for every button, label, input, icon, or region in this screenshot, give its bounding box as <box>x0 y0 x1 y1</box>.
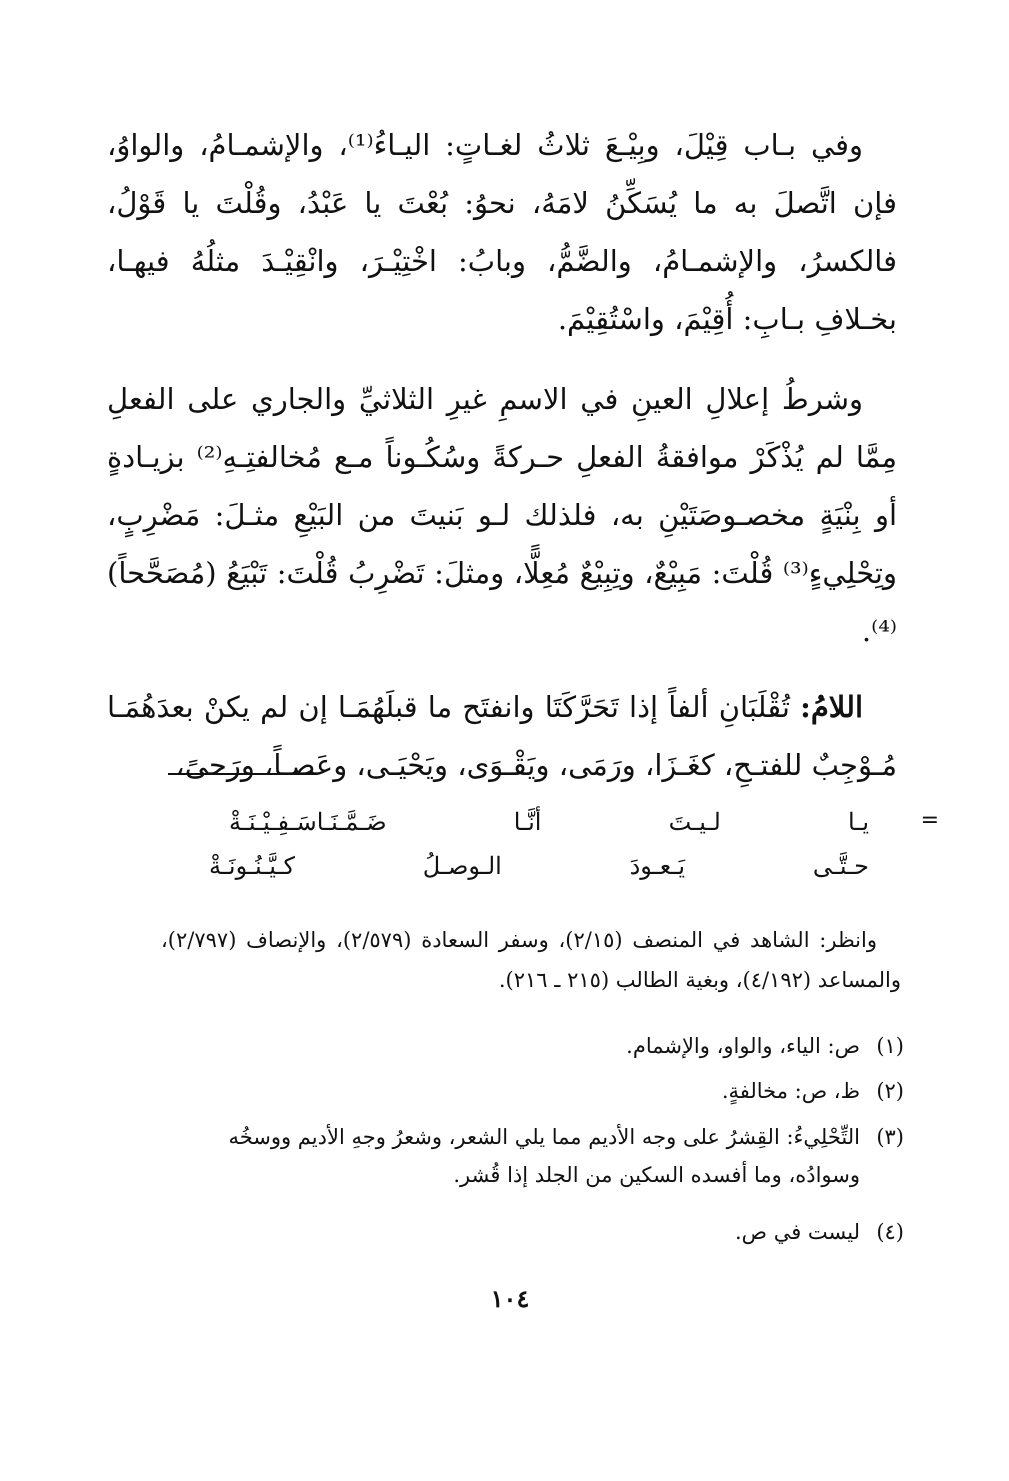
footnote-continuation: وسوادُه، وما أفسده السكين من الجلد إذا قُشر. <box>453 1163 860 1187</box>
footnote-number: (٣) <box>876 1125 904 1149</box>
verse-line-2: حـتَّـى يَـعـودَ الـوصـلُ كـيَّـنُـونَـةْ <box>209 852 869 880</box>
page-number: ١٠٤ <box>490 1284 530 1313</box>
source-note <box>161 920 901 1000</box>
footnote-text: ليست في ص. <box>734 1220 860 1244</box>
footnote-2 <box>159 1072 904 1110</box>
lam-text: تُقْلَبَانِ ألفاً إذا تَحَرَّكَتَا وانفتَح ما قبلَهُمَـا إن لم يكنْ بعدَهُمَـا مُـوْجِبٌ للفتـحِ، كغَـزَا، ورَمَى، ويَقْـوَى، ويَحْيَـى، وعَصـاً، ورَحىً، <box>107 690 897 782</box>
footnote-text: ظ، ص: مخالفةٍ. <box>721 1079 860 1103</box>
footnote-text: ص: الياء، والواو، والإشمام. <box>626 1034 860 1058</box>
footnote-number: (١) <box>876 1034 904 1058</box>
paragraph-lam <box>107 678 897 794</box>
main-text <box>107 116 897 794</box>
footnote-3 <box>159 1118 904 1194</box>
paragraph-2: وشرطُ إعلالِ العينِ في الاسمِ غيرِ الثلاثيِّ والجاري على الفعلِ مِمَّا لم يُذْكَرْ موافقةُ الفعلِ حـركةً وسُكُـوناً مـع مُخالفتِـهِ⁽²⁾ بزيـادةٍ أو بِنْيَةٍ مخصـوصَتَيْنِ به، فلذلك لـو بَنيتَ من البَيْعِ مثـلَ: مَضْرِبٍ، وتِحْلِيءٍ⁽³⁾ قُلْتَ: مَبِيْعٌ، وتِبِيْعٌ مُعِلًّا، ومثلَ: تَضْرِبُ قُلْتَ: تَبْيَعُ (مُصَحَّحاً)⁽⁴⁾. <box>107 382 897 648</box>
continuation-mark: = <box>920 808 939 833</box>
footnote-text: التِّحْلِيءُ: القِشرُ على وجه الأديم مما يلي الشعر، وشعرُ وجهِ الأديم ووسخُه <box>228 1125 860 1149</box>
footnote-separator <box>168 773 314 775</box>
footnote-4 <box>159 1213 904 1251</box>
footnote-number: (٤) <box>876 1220 904 1244</box>
footnote-1 <box>159 1027 904 1065</box>
source-note-text: وانظر: الشاهد في المنصف (٢/١٥)، وسفر السعادة (٢/٥٧٩)، والإنصاف (٢/٧٩٧)، والمساعد (٤/١٩٢)، وبغية الطالب (٢١٥ ـ ٢١٦). <box>161 928 901 992</box>
lam-heading: اللامُ: <box>800 690 863 724</box>
verse-line-1: يـا لـيـتَ أنَّـا ضَـمَّـنَـاسَـفِـيْـنَـةْ <box>229 808 869 836</box>
paragraph-1: وفي بـاب قِيْلَ، وبِيْـعَ ثلاثُ لغـاتٍ: اليـاءُ⁽¹⁾، والإشمـامُ، والواوُ، فإن اتَّصلَ به ما يُسَكِّنُ لامَهُ، نحوُ: بُعْتَ يا عَبْدُ، وقُلْتَ يا قَوْلُ، فالكسرُ، والإشمـامُ، والضَّمُّ، وبابُ: اخْتِيْـرَ، وانْقِيْـدَ مثلُهُ فيهـا، بخـلافِ بـابِ: أُقِيْمَ، واسْتُقِيْمَ. <box>107 128 897 336</box>
footnote-number: (٢) <box>876 1079 904 1103</box>
